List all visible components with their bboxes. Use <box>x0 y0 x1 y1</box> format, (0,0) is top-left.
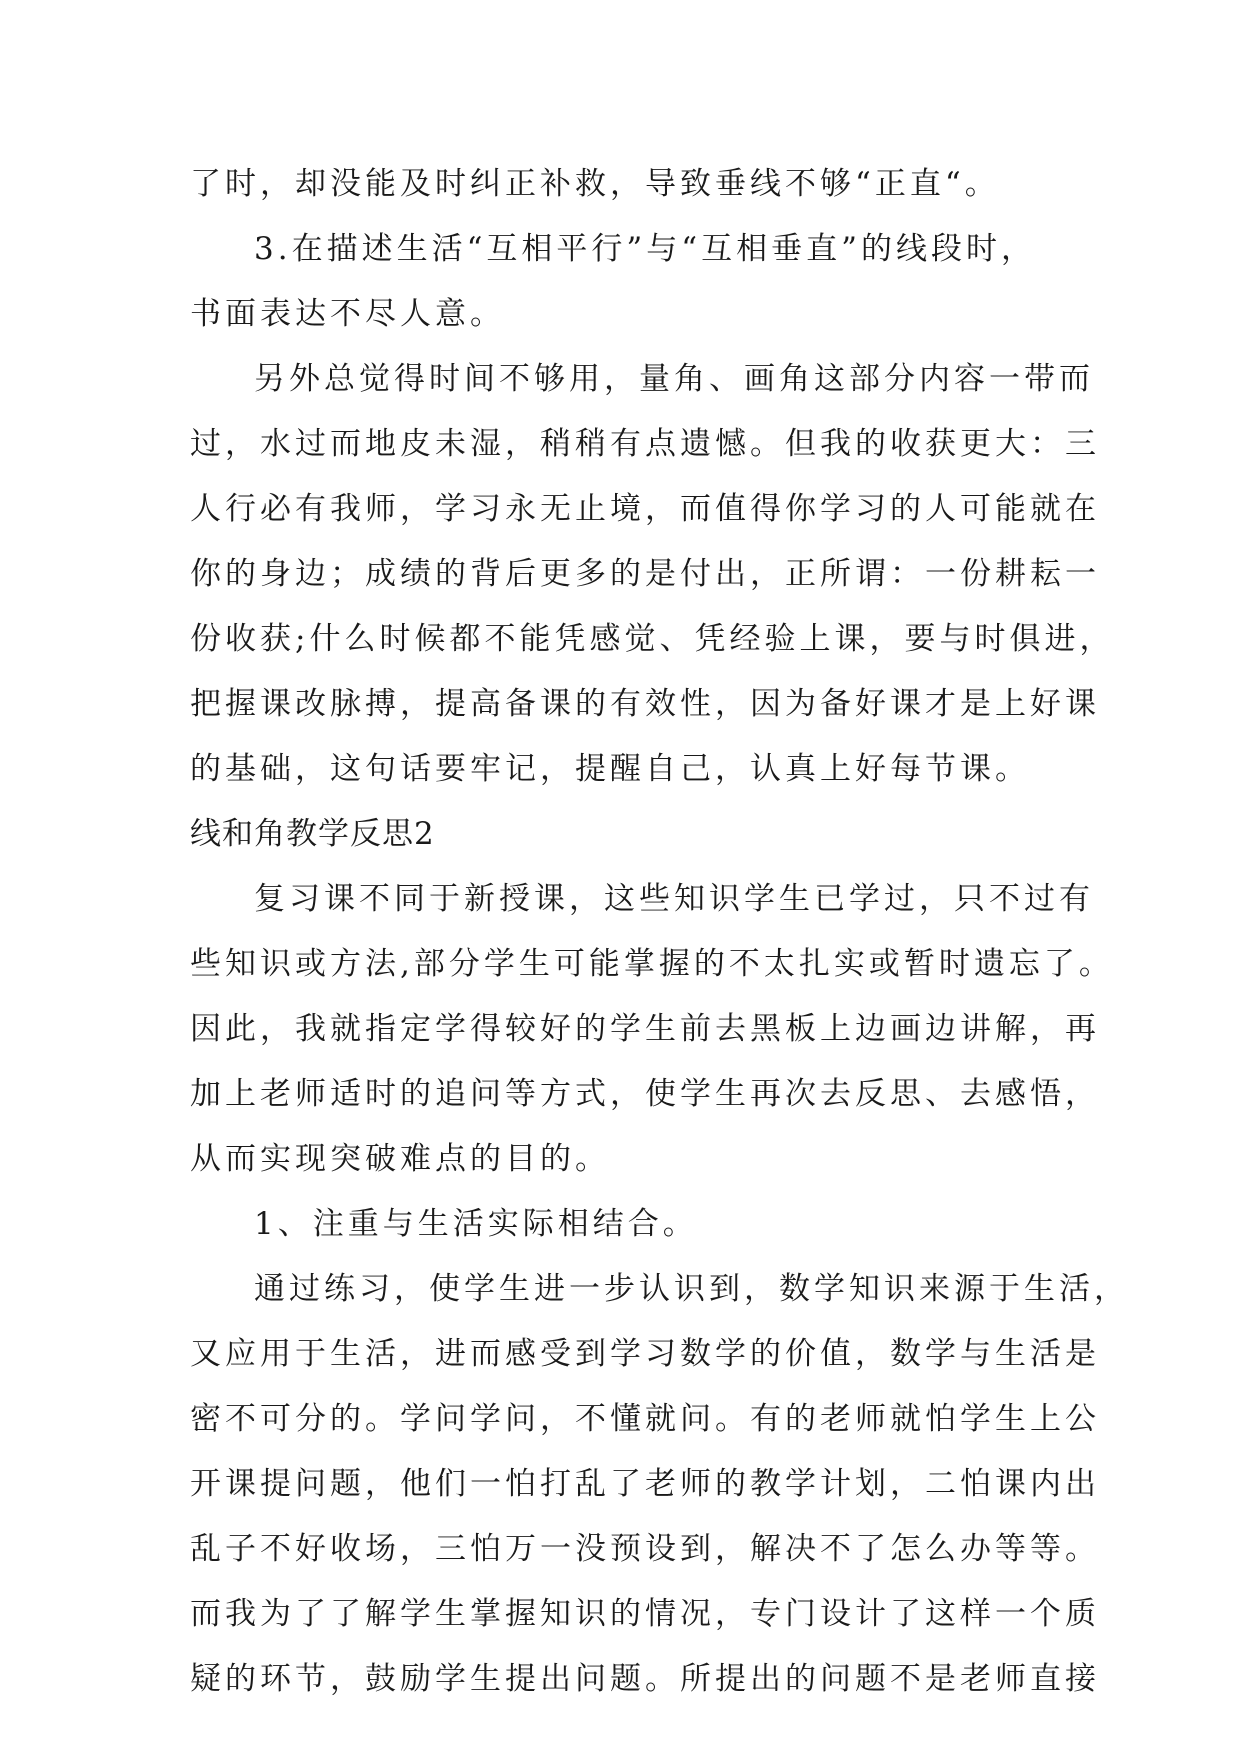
section-heading: 线和角教学反思2 <box>190 816 435 852</box>
paragraph-line: 通过练习，使学生进一步认识到，数学知识来源于生活， <box>254 1271 1129 1307</box>
paragraph-line: 疑的环节，鼓励学生提出问题。所提出的问题不是老师直接 <box>190 1661 1100 1697</box>
paragraph-line: 因此，我就指定学得较好的学生前去黑板上边画边讲解，再 <box>190 1011 1100 1047</box>
paragraph-line: 从而实现突破难点的目的。 <box>190 1141 610 1177</box>
paragraph-line: 过，水过而地皮未湿，稍稍有点遗憾。但我的收获更大：三 <box>190 426 1100 462</box>
paragraph-line: 密不可分的。学问学问，不懂就问。有的老师就怕学生上公 <box>190 1401 1100 1437</box>
paragraph-line: 的基础，这句话要牢记，提醒自己，认真上好每节课。 <box>190 751 1030 787</box>
paragraph-line: 你的身边；成绩的背后更多的是付出，正所谓：一份耕耘一 <box>190 556 1100 592</box>
paragraph-line: 1、注重与生活实际相结合。 <box>254 1206 698 1242</box>
paragraph-line: 把握课改脉搏，提高备课的有效性，因为备好课才是上好课 <box>190 686 1100 722</box>
paragraph-line: 乱子不好收场，三怕万一没预设到，解决不了怎么办等等。 <box>190 1531 1100 1567</box>
paragraph-line: 些知识或方法,部分学生可能掌握的不太扎实或暂时遗忘了。 <box>190 946 1114 982</box>
paragraph-line: 复习课不同于新授课，这些知识学生已学过，只不过有 <box>254 881 1094 917</box>
paragraph-line: 了时，却没能及时纠正补救，导致垂线不够“正直“。 <box>190 166 1000 202</box>
paragraph-line: 人行必有我师，学习永无止境，而值得你学习的人可能就在 <box>190 491 1100 527</box>
paragraph-line: 又应用于生活，进而感受到学习数学的价值，数学与生活是 <box>190 1336 1100 1372</box>
document-body <box>190 152 1129 1712</box>
paragraph-line: 而我为了了解学生掌握知识的情况，专门设计了这样一个质 <box>190 1596 1100 1632</box>
paragraph-line: 3.在描述生活“互相平行”与“互相垂直”的线段时， <box>254 231 1036 267</box>
paragraph-line: 另外总觉得时间不够用，量角、画角这部分内容一带而 <box>254 361 1094 397</box>
paragraph-line: 份收获;什么时候都不能凭感觉、凭经验上课，要与时俱进， <box>190 621 1115 657</box>
paragraph-line: 加上老师适时的追问等方式，使学生再次去反思、去感悟， <box>190 1076 1100 1112</box>
paragraph-line: 书面表达不尽人意。 <box>190 296 505 332</box>
paragraph-line: 开课提问题，他们一怕打乱了老师的教学计划，二怕课内出 <box>190 1466 1100 1502</box>
